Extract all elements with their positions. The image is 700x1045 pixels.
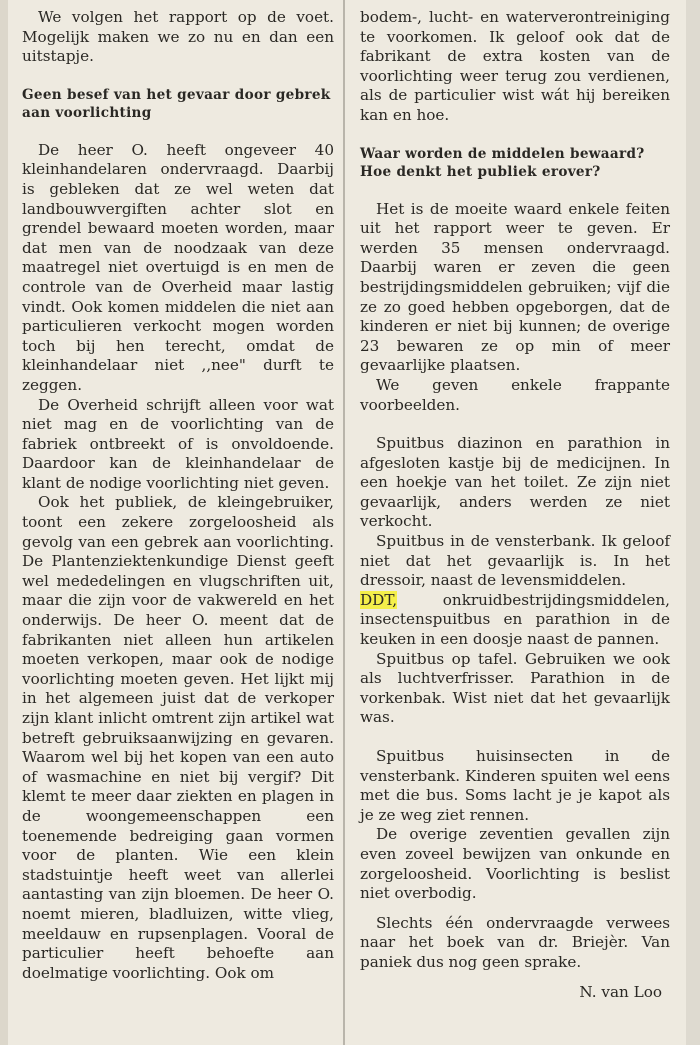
page-edge-right: [686, 0, 700, 1045]
page-edge-left: [0, 0, 8, 1045]
paragraph-4: Het is de moeite waard enkele feiten uit het rapport weer te geven. Er werden 35 mensen ondervraagd. Daarbij waren er zeven die geen bestrijdingsmiddelen gebruiken; vijf die ze zo goed hebben opgeborgen, dat de kinderen er niet bij kunnen; de overige 23 bewaren ze op min of meer gevaarlijke plaatsen.: [360, 199, 670, 375]
paragraph-6: De overige zeventien gevallen zijn even zoveel bewijzen van onkunde en zorgeloosheid. Voorlichting is beslist niet overbodig.: [360, 825, 670, 903]
paragraph-7: Slechts één ondervraagde verwees naar het boek van dr. Briejèr. Van paniek dus nog geen sprake.: [360, 913, 670, 971]
example-1: Spuitbus diazinon en parathion in afgesloten kastje bij de medicijnen. In een hoekje van het toilet. Ze zijn niet gevaarlijk, anders werden ze niet verkocht.: [360, 434, 670, 531]
example-2: Spuitbus in de vensterbank. Ik geloof niet dat het gevaarlijk is. In het dressoir, naast de levensmiddelen.: [360, 532, 670, 590]
right-column: [360, 8, 670, 1002]
section-heading-2: Waar worden de middelen bewaard? Hoe denkt het publiek erover?: [360, 145, 645, 180]
left-column: [22, 8, 334, 983]
intro-paragraph: We volgen het rapport op de voet. Mogelijk maken we zo nu en dan een uitstapje.: [22, 8, 334, 66]
column-divider: [343, 0, 345, 1045]
paragraph-5: We geven enkele frappante voorbeelden.: [360, 375, 670, 414]
example-5: Spuitbus huisinsecten in de vensterbank. Kinderen spuiten wel eens met die bus. Soms lacht je je kapot als je ze weg ziet rennen.: [360, 747, 670, 824]
highlighted-ddt: DDT,: [360, 590, 398, 609]
example-4: Spuitbus op tafel. Gebruiken we ook als luchtverfrisser. Parathion in de vorkenbak. Wist niet dat het gevaarlijk was.: [360, 649, 670, 727]
example-3-text: onkruidbestrijdingsmiddelen, insectenspuitbus en parathion in de keuken in een doosje naast de pannen.: [360, 590, 670, 649]
paragraph-2: De Overheid schrijft alleen voor wat niet mag en de voorlichting van de fabriek ontbreekt of is onvoldoende. Daardoor kan de kleinhandelaar de klant de nodige voorlichting niet geven.: [22, 395, 334, 492]
section-heading-1: Geen besef van het gevaar door gebrek aan voorlichting: [22, 86, 331, 121]
example-3: [360, 591, 670, 650]
paragraph-3: Ook het publiek, de kleingebruiker, toont een zekere zorgeloosheid als gevolg van een gebrek aan voorlichting. De Plantenziektenkundige Dienst geeft wel mededelingen en vlugschriften uit, maar die zijn voor de vakwereld en het onderwijs. De heer O. meent dat de fabrikanten niet alleen hun artikelen moeten verkopen, maar ook de nodige voorlichting moeten geven. Het lijkt mij in het algemeen juist dat de verkoper zijn klant inlicht omtrent zijn artikel wat betreft gebruiksaanwijzing en gevaren. Waarom wel bij het kopen van een auto of wasmachine en niet bij vergif? Dit klemt te meer daar ziekten en plagen in de woongemeenschappen een toenemende bedreiging gaan vormen voor de planten. Wie een klein stadstuintje heeft weet van allerlei aantasting van zijn bloemen. De heer O. noemt mieren, bladluizen, witte vlieg, meeldauw en rupsenplagen. Vooral de particulier heeft behoefte aan doelmatige voorlichting. Ook om: [22, 493, 334, 982]
paragraph-continued: bodem-, lucht- en waterverontreiniging te voorkomen. Ik geloof ook dat de fabrikant de extra kosten van de voorlichting weer terug zou verdienen, als de particulier wist wát hij bereiken kan en hoe.: [360, 8, 670, 124]
paragraph-1: De heer O. heeft ongeveer 40 kleinhandelaren ondervraagd. Daarbij is gebleken dat ze wel weten dat landbouwvergiften achter slot en grendel bewaard moeten worden, maar dat men van de noodzaak van deze maatregel niet overtuigd is en men de controle van de Overheid maar lastig vindt. Ook komen middelen die niet aan particulieren verkocht mogen worden toch bij hen terecht, omdat de kleinhandelaar niet ,,nee" durft te zeggen.: [22, 140, 334, 394]
author-signature: N. van Loo: [579, 982, 662, 1001]
